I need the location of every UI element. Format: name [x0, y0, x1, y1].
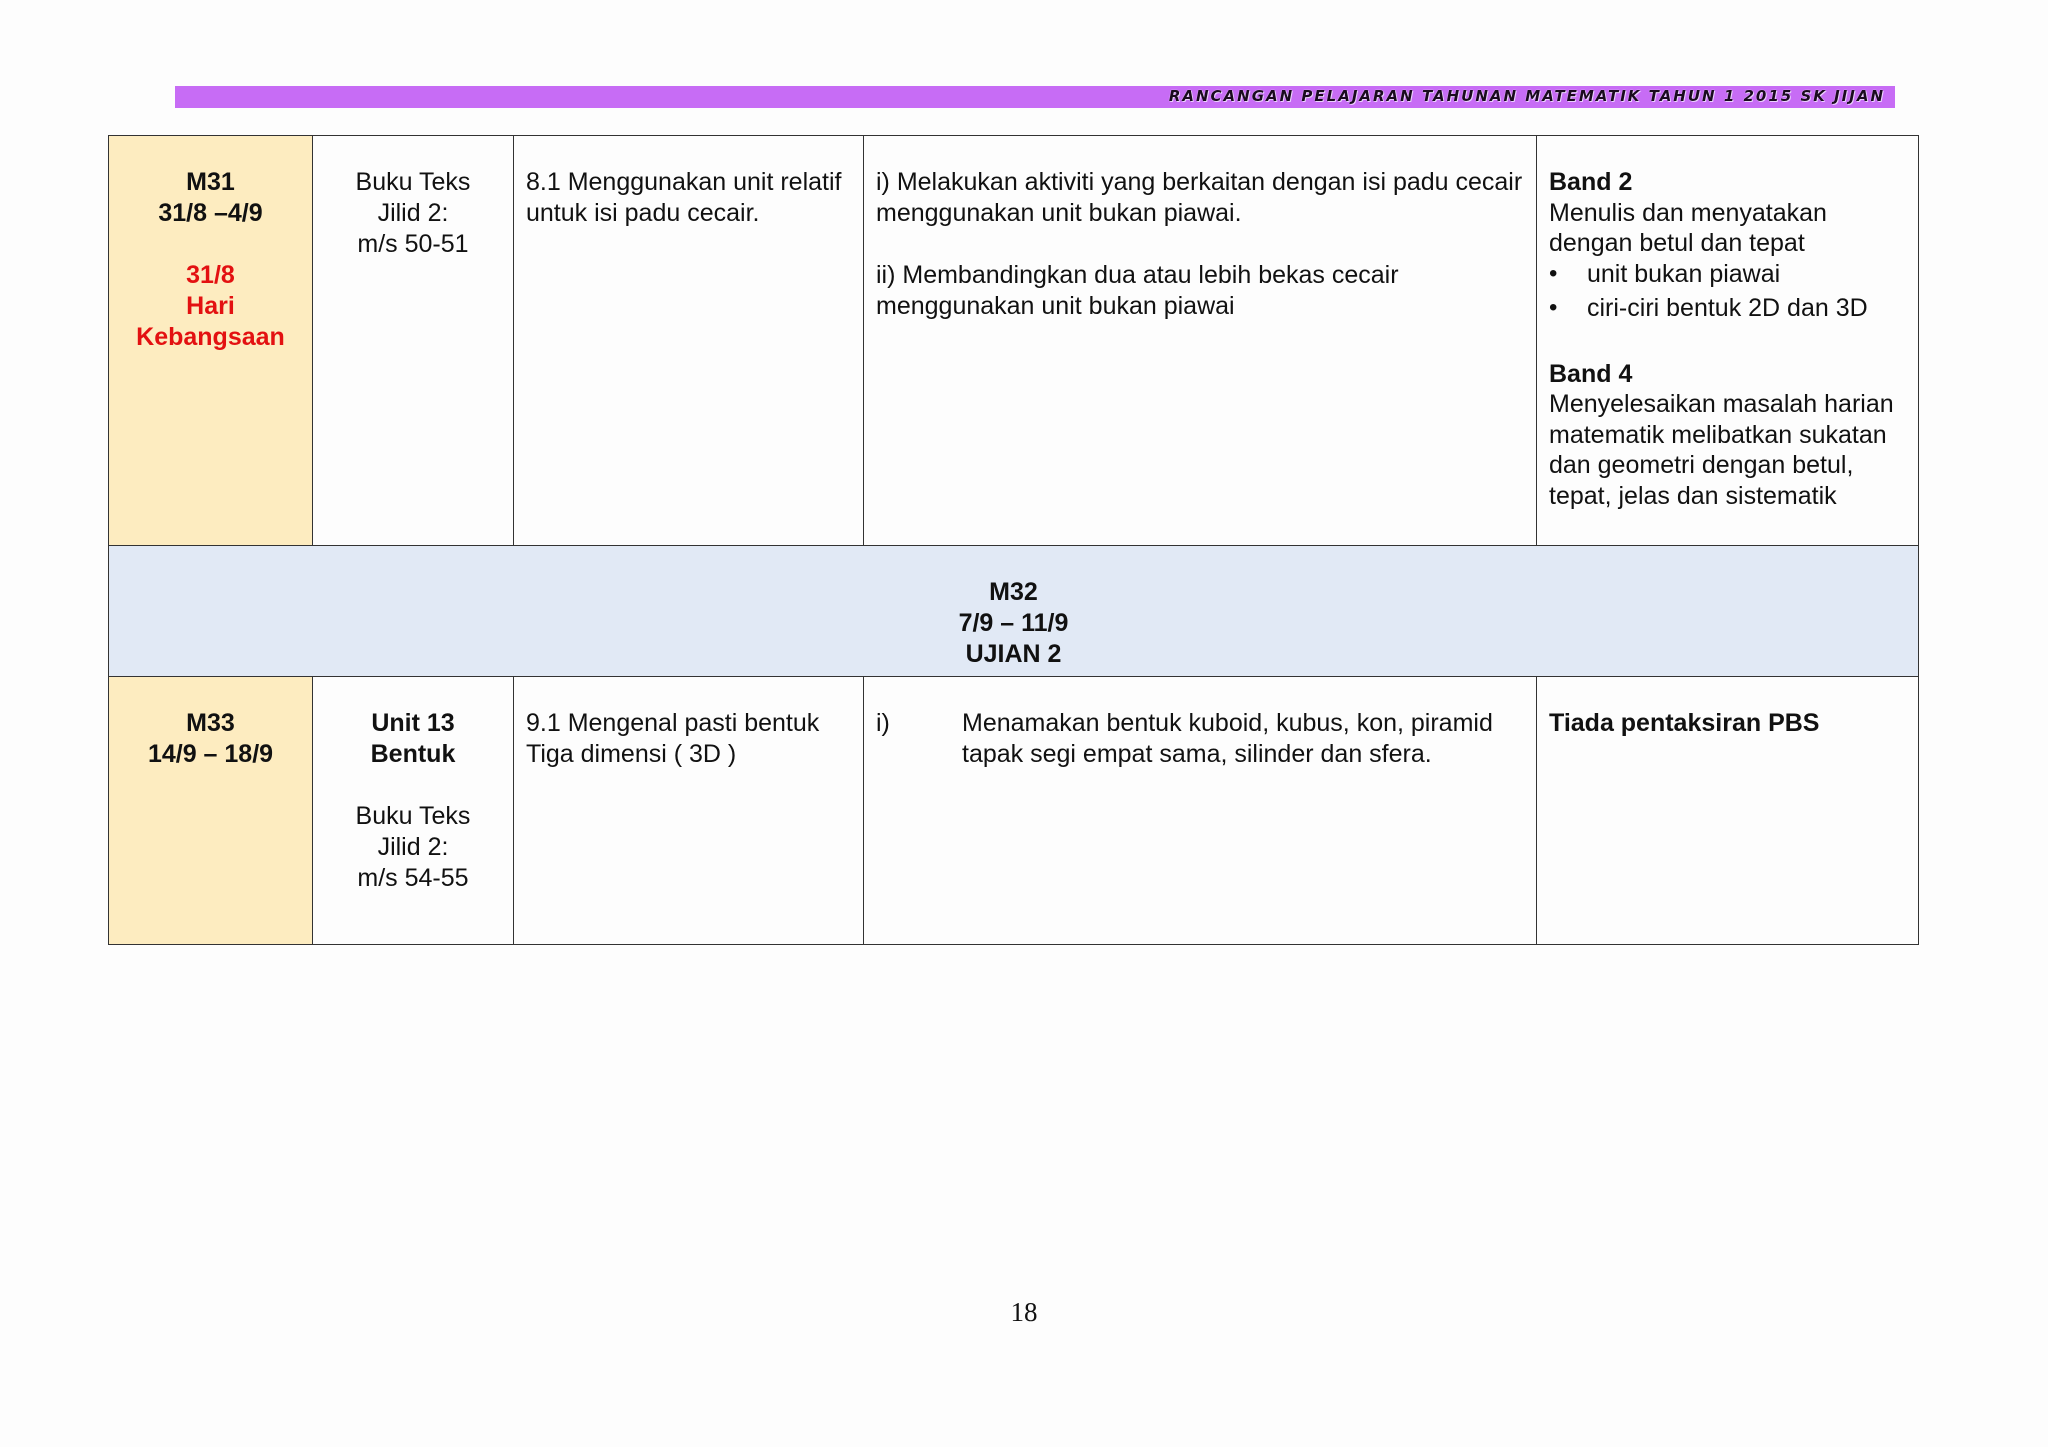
reference-line: Jilid 2: — [377, 833, 449, 861]
week-dates: 7/9 – 11/9 — [958, 609, 1069, 637]
unit-number: Unit 13 — [371, 709, 455, 737]
week-number: M31 — [186, 168, 235, 196]
table-row — [109, 546, 1919, 677]
learning-standard-cell — [514, 677, 864, 945]
list-item: • unit bukan piawai — [1587, 259, 1906, 290]
header-bar — [175, 86, 1895, 108]
week-dates: 14/9 – 18/9 — [147, 740, 274, 768]
learning-standard: 8.1 Menggunakan unit relatif untuk isi padu cecair. — [526, 168, 842, 227]
band-description: Menulis dan menyatakan dengan betul dan tepat — [1549, 198, 1827, 257]
holiday-name: Kebangsaan — [136, 323, 285, 351]
activity-item: ii) Membandingkan dua atau lebih bekas cecair menggunakan unit bukan piawai — [876, 261, 1399, 320]
table-row — [109, 136, 1919, 546]
holiday-name: Hari — [186, 292, 235, 320]
reference-line: Buku Teks — [355, 168, 471, 196]
reference-line: Buku Teks — [355, 802, 471, 830]
assessment-note: Tiada pentaksiran PBS — [1549, 709, 1820, 737]
reference-line: Jilid 2: — [377, 199, 449, 227]
page-number: 18 — [1010, 1297, 1038, 1327]
week-number: M33 — [186, 709, 235, 737]
test-label: UJIAN 2 — [965, 640, 1062, 668]
band-title: Band 2 — [1549, 168, 1633, 196]
reference-line: m/s 50-51 — [357, 230, 469, 258]
week-dates: 31/8 –4/9 — [158, 199, 263, 227]
week-number: M32 — [989, 578, 1038, 606]
assessment-cell — [1537, 136, 1919, 546]
activity-item: i) Melakukan aktiviti yang berkaitan dengan isi padu cecair menggunakan unit bukan piawai. — [876, 168, 1523, 227]
reference-line: m/s 54-55 — [357, 864, 469, 892]
lesson-plan-table — [108, 135, 1919, 945]
holiday-date: 31/8 — [186, 261, 235, 289]
activity-item — [876, 708, 1524, 770]
test-week-cell — [109, 546, 1919, 677]
assessment-cell — [1537, 677, 1919, 945]
unit-name: Bentuk — [370, 740, 456, 768]
activity-text: Menamakan bentuk kuboid, kubus, kon, piramid tapak segi empat sama, silinder dan sfera. — [962, 709, 1493, 768]
learning-standard: 9.1 Mengenal pasti bentuk Tiga dimensi ( 3D ) — [526, 709, 820, 768]
activity-number: i) — [876, 709, 890, 737]
band-title: Band 4 — [1549, 359, 1633, 388]
week-cell — [109, 136, 313, 546]
list-item: • ciri-ciri bentuk 2D dan 3D — [1587, 293, 1906, 324]
reference-cell — [313, 136, 514, 546]
week-cell — [109, 677, 313, 945]
table-row — [109, 677, 1919, 945]
document-header-title: RANCANGAN PELAJARAN TAHUNAN MATEMATIK TAHUN 1 2015 SK JIJAN — [1168, 87, 1885, 105]
activities-cell — [864, 677, 1537, 945]
activities-cell — [864, 136, 1537, 546]
band-description: Menyelesaikan masalah harian matematik melibatkan sukatan dan geometri dengan betul, tepat, jelas dan sistematik — [1549, 390, 1894, 510]
reference-cell — [313, 677, 514, 945]
learning-standard-cell — [514, 136, 864, 546]
band-points — [1549, 259, 1906, 324]
